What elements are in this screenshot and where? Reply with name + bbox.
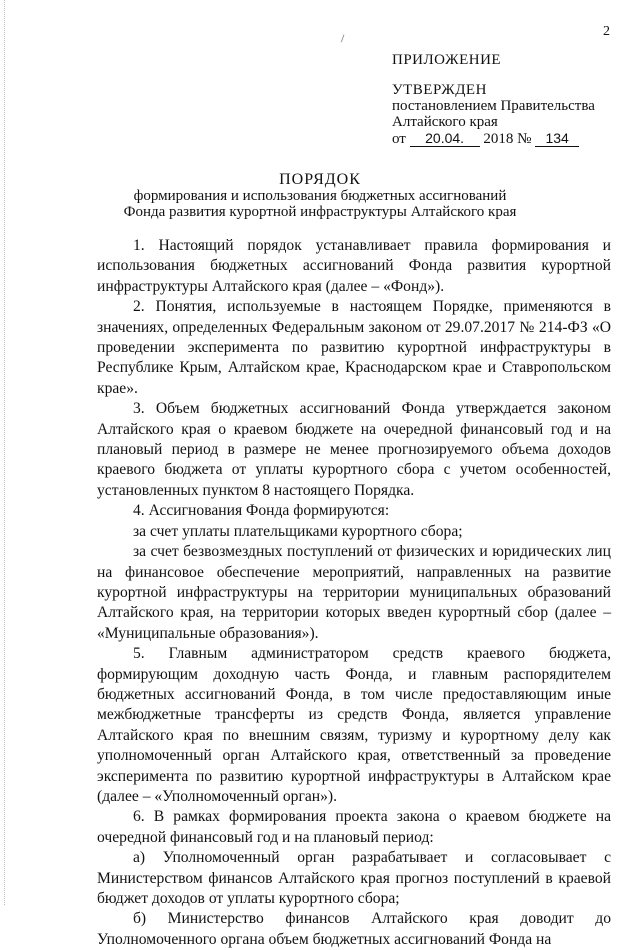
heading-line2: Фонда развития курортной инфраструктуры Алтайского края xyxy=(123,204,517,220)
approval-year: 2018 № xyxy=(483,131,532,147)
approved-by-line2: Алтайского края xyxy=(392,114,498,130)
approval-date: 20.04. xyxy=(410,130,480,147)
page-number: 2 xyxy=(603,24,610,39)
paragraph-5: 5. Главным администратором средств краевого бюджета, формирующим доходную часть Фонда, и главным распорядителем бюджетных ассигнований Фонда, в том числе предоставляющим иные межбюджетные трансферты из средств Фонда, является управление Алтайского края по внешним связям, туризму и курортному делу как уполномоченный орган Алтайского края, ответственный за проведение эксперимента по развитию курортной инфраструктуры в Алтайском крае (далее – «Уполномоченный орган»). xyxy=(97,645,611,805)
paragraph-6: 6. В рамках формирования проекта закона о краевом бюджете на очередной финансовый год и на плановый период: xyxy=(97,808,611,846)
scan-mark xyxy=(341,35,347,44)
document-body xyxy=(97,236,611,950)
paragraph-4: 4. Ассигнования Фонда формируются: xyxy=(133,502,390,520)
paragraph-4-item-2: за счет безвозмездных поступлений от физических и юридических лиц на финансовое обеспечение мероприятий, направленных на развитие курортной инфраструктуры на территории муниципальных образований Алтайского края, на территории которых введен курортный сбор (далее – «Муниципальные образования»). xyxy=(97,543,611,642)
heading-line1: формирования и использования бюджетных ассигнований xyxy=(133,188,507,204)
paragraph-6-item-b: б) Министерство финансов Алтайского края доводит до Уполномоченного органа объем бюджетных ассигнований Фонда на xyxy=(97,910,611,948)
approval-number: 134 xyxy=(535,130,579,147)
paragraph-1: 1. Настоящий порядок устанавливает правила формирования и использования бюджетных ассигнований Фонда развития курортной инфраструктуры Алтайского края (далее – «Фонд»). xyxy=(97,237,611,295)
approved-label: УТВЕРЖДЕН xyxy=(392,82,487,98)
appendix-label: ПРИЛОЖЕНИЕ xyxy=(392,52,502,68)
approval-block xyxy=(392,52,632,147)
approval-date-line xyxy=(392,130,632,147)
heading-title: ПОРЯДОК xyxy=(279,171,361,188)
scan-edge-dots xyxy=(4,0,7,905)
from-label: от xyxy=(392,131,406,147)
paragraph-2: 2. Понятия, используемые в настоящем Порядке, применяются в значениях, определенных Федеральным законом от 29.07.2017 № 214-ФЗ «О проведении эксперимента по развитию курортной инфраструктуры в Республике Крым, Алтайском крае, Краснодарском крае и Ставропольском крае». xyxy=(97,298,611,397)
paragraph-4-item-1: за счет уплаты плательщиками курортного сбора; xyxy=(133,522,463,540)
paragraph-3: 3. Объем бюджетных ассигнований Фонда утверждается законом Алтайского края о краевом бюджете на очередной финансовый год и на плановый период в размере не менее прогнозируемого объема доходов краевого бюджета от уплаты курортного сбора с учетом особенностей, установленных пунктом 8 настоящего Порядка. xyxy=(97,400,611,499)
document-heading xyxy=(0,172,640,220)
paragraph-6-item-a: а) Уполномоченный орган разрабатывает и согласовывает с Министерством финансов Алтайского края прогноз поступлений в краевой бюджет доходов от уплаты курортного сбора; xyxy=(97,849,611,907)
approved-by-line1: постановлением Правительства xyxy=(392,98,595,114)
